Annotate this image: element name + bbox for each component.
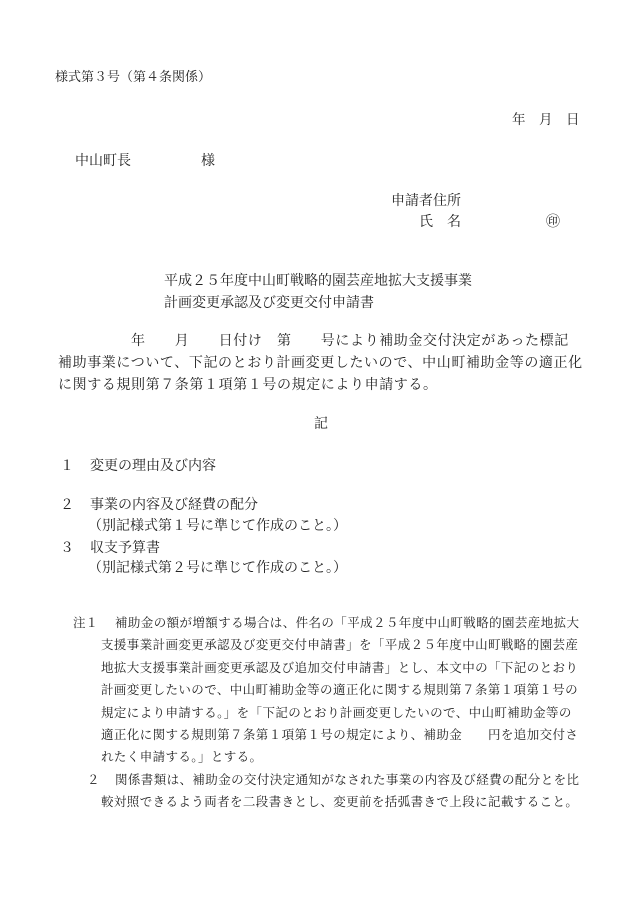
seal-mark: ㊞ [546,214,560,230]
applicant-address-label: 申請者住所 [391,193,461,209]
note-line: 適正化に関する規則第７条第１項第１号の規定により、補助金 円を追加交付さ [101,727,579,743]
note-line: 支援事業計画変更承認及び変更交付申請書」を「平成２５年度中山町戦略的園芸産 [101,637,579,653]
item-number: ３ [60,540,74,556]
addressee: 中山町長 様 [75,153,215,169]
document-title-line-2: 計画変更承認及び変更交付申請書 [164,295,374,311]
document-title-line-1: 平成２５年度中山町戦略的園芸産地拡大支援事業 [164,273,472,289]
note-line: 較対照できるよう両者を二段書きとし、変更前を括弧書きで上段に記載すること。 [101,794,579,810]
body-paragraph [58,330,598,396]
item-label: 収支予算書 [90,540,160,556]
item-number: １ [60,458,74,474]
note-line: 補助金の額が増額する場合は、件名の「平成２５年度中山町戦略的園芸産地拡大 [115,615,580,630]
form-number: 様式第３号（第４条関係） [55,70,212,85]
item-label: 変更の理由及び内容 [90,458,216,474]
body-line: 補助事業について、下記のとおり計画変更したいので、中山町補助金等の適正化 [58,355,583,371]
date-line: 年 月 日 [512,112,580,128]
ki-heading: 記 [314,416,328,432]
note-1 [73,612,593,769]
body-line: 年 月 日付け 第 号により補助金交付決定があった標記 [58,333,569,349]
item-2 [60,494,258,514]
note-line: 地拡大支援事業計画変更承認及び追加交付申請書」とし、本文中の「下記のとおり [101,659,579,675]
note-label: 注１ [73,615,99,630]
notes-section [73,612,593,814]
note-line: れたく申請する。」とする。 [101,749,263,765]
note-line: 計画変更したいので、中山町補助金等の適正化に関する規則第７条第１項第１号の [101,682,579,698]
item-1 [60,455,216,475]
note-label: ２ [87,771,100,787]
note-2 [73,769,593,814]
applicant-name-label: 氏 名 [419,214,461,230]
item-3 [60,537,160,557]
item-3-note: （別記様式第２号に準じて作成のこと。） [88,560,347,576]
item-number: ２ [60,497,74,513]
item-2-note: （別記様式第１号に準じて作成のこと。） [88,518,347,534]
note-line: 規定により申請する。」を「下記のとおり計画変更したいので、中山町補助金等の [101,704,572,720]
item-label: 事業の内容及び経費の配分 [90,497,258,513]
note-line: 関係書類は、補助金の交付決定通知がなされた事業の内容及び経費の配分とを比 [115,771,580,787]
body-line: に関する規則第７条第１項第１号の規定により申請する。 [58,377,438,393]
